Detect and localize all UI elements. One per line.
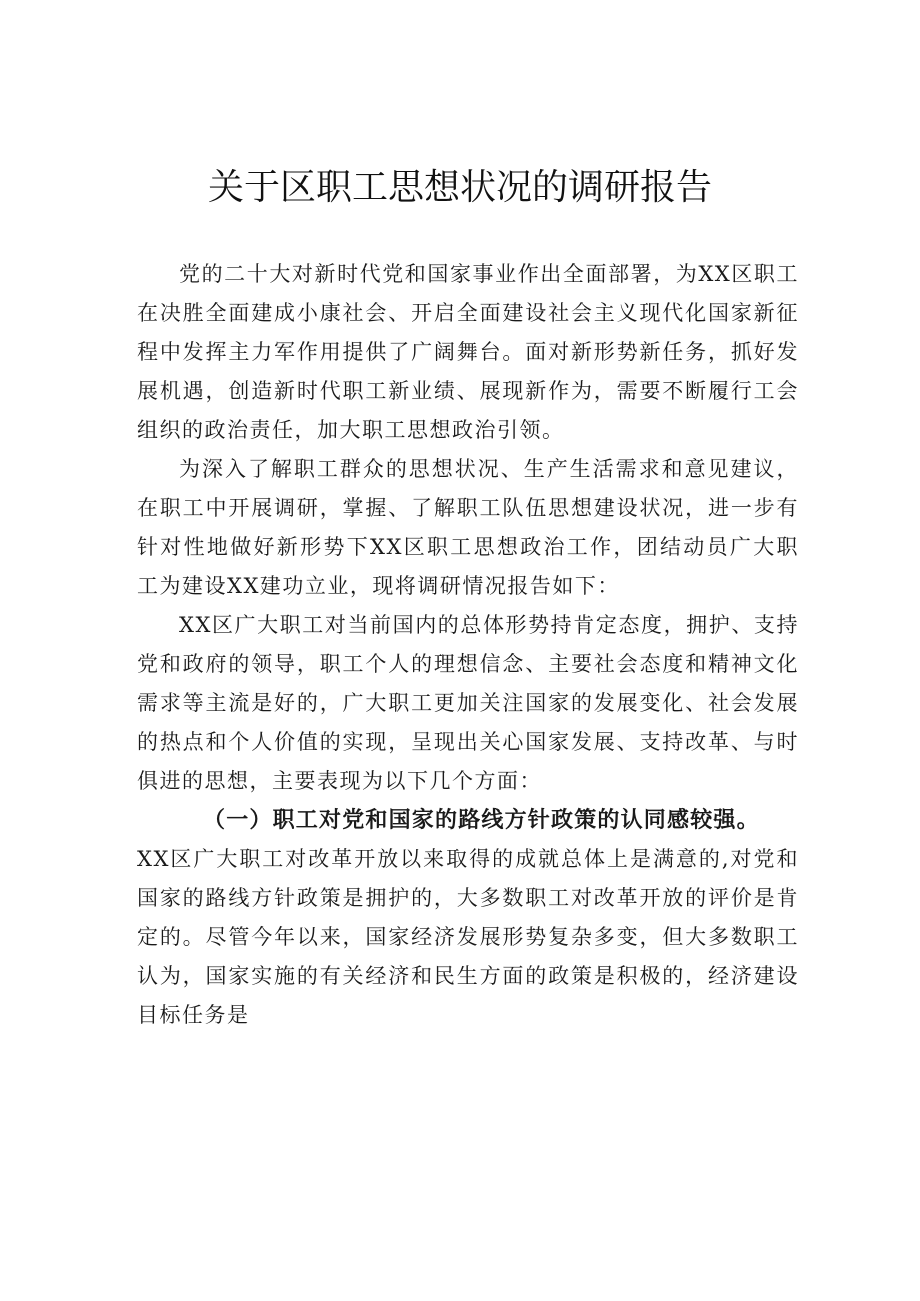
document-title: 关于区职工思想状况的调研报告 [207, 167, 712, 208]
section-1 [137, 801, 799, 1035]
document-body [137, 255, 799, 1035]
section-1-body: XX区广大职工对改革开放以来取得的成就总体上是满意的,对党和国家的路线方针政策是拥护的，大多数职工对改革开放的评价是肯定的。尽管今年以来，国家经济发展形势复杂多变，但大多数职工认为，国家实施的有关经济和民生方面的政策是积极的，经济建设目标任务是 [137, 847, 799, 1027]
paragraph-intro: 党的二十大对新时代党和国家事业作出全面部署，为XX区职工在决胜全面建成小康社会、开启全面建设社会主义现代化国家新征程中发挥主力军作用提供了广阔舞台。面对新形势新任务，抓好发展机遇，创造新时代职工新业绩、展现新作为，需要不断履行工会组织的政治责任，加大职工思想政治引领。 [137, 262, 799, 442]
paragraph-overview: XX区广大职工对当前国内的总体形势持肯定态度，拥护、支持党和政府的领导，职工个人的理想信念、主要社会态度和精神文化需求等主流是好的，广大职工更加关注国家的发展变化、社会发展的热点和个人价值的实现，呈现出关心国家发展、支持改革、与时俱进的思想，主要表现为以下几个方面： [137, 613, 799, 793]
paragraph-purpose: 为深入了解职工群众的思想状况、生产生活需求和意见建议，在职工中开展调研，掌握、了解职工队伍思想建设状况，进一步有针对性地做好新形势下XX区职工思想政治工作，团结动员广大职工为建设XX建功立业，现将调研情况报告如下： [137, 457, 799, 598]
section-1-heading: （一）职工对党和国家的路线方针政策的认同感较强。 [203, 807, 760, 833]
